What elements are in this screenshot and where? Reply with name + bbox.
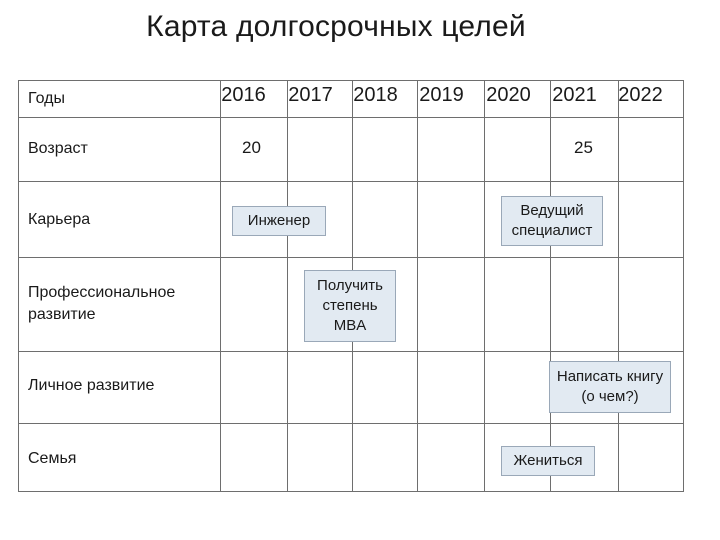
row-divider [19,257,683,258]
row-divider [19,117,683,118]
row-label-professional: Профессиональное развитие [28,284,176,323]
goal-marry: Жениться [501,446,595,476]
row-label-age: Возраст [28,140,88,157]
year-2019: 2019 [419,84,464,106]
page-title: Карта долгосрочных целей [146,10,526,43]
column-divider [618,81,619,491]
year-2021: 2021 [552,84,597,106]
column-divider [287,81,288,491]
column-divider [417,81,418,491]
row-divider [19,423,683,424]
row-divider [19,181,683,182]
goal-write-book: Написать книгу (о чем?) [549,361,671,413]
column-divider [220,81,221,491]
year-2022: 2022 [618,84,663,106]
column-divider [550,81,551,491]
column-divider [484,81,485,491]
years-header-label: Годы [28,90,65,107]
row-label-family: Семья [28,450,77,467]
row-label-career: Карьера [28,211,91,228]
year-2017: 2017 [288,84,333,106]
goal-lead-specialist: Ведущий специалист [501,196,603,246]
year-2020: 2020 [486,84,531,106]
row-divider [19,351,683,352]
age-2016: 20 [242,138,261,157]
goal-mba: Получить степень MBA [304,270,396,342]
goal-engineer: Инженер [232,206,326,236]
age-2021: 25 [574,138,593,157]
row-label-personal: Личное развитие [28,377,155,394]
year-2016: 2016 [221,84,266,106]
year-2018: 2018 [353,84,398,106]
